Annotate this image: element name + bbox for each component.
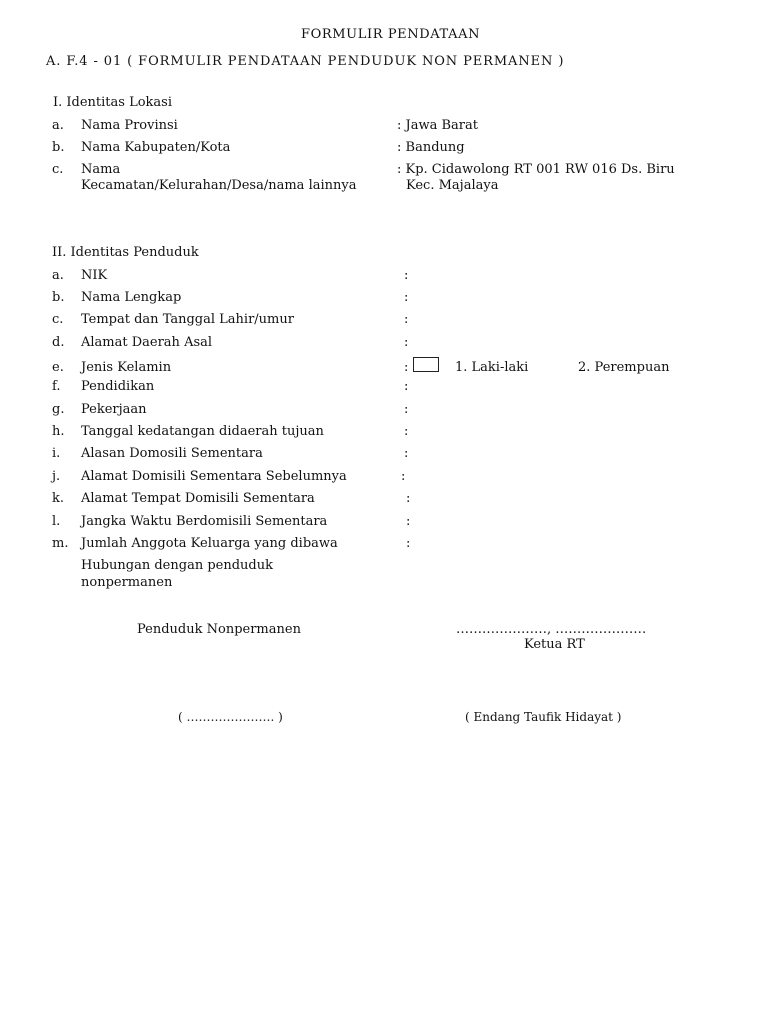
field-colon: : <box>406 514 411 529</box>
field-label: Jumlah Anggota Keluarga yang dibawa <box>81 536 338 551</box>
field-label: Alamat Domisili Sementara Sebelumnya <box>81 469 347 484</box>
field-colon: : <box>404 424 409 439</box>
row-letter: h. <box>52 424 65 439</box>
signature-right-title: Ketua RT <box>524 637 585 652</box>
row-letter: l. <box>52 514 61 529</box>
field-value-line2: Kec. Majalaya <box>406 178 499 193</box>
field-label: Pendidikan <box>81 379 155 394</box>
row-letter: c. <box>52 162 64 177</box>
field-value: : Bandung <box>397 140 465 155</box>
document-title: FORMULIR PENDATAAN <box>301 27 481 42</box>
row-letter: a. <box>52 118 64 133</box>
gender-option-female: 2. Perempuan <box>578 360 670 375</box>
field-colon: : <box>404 312 409 327</box>
field-colon: : <box>401 469 406 484</box>
field-label: Alamat Tempat Domisili Sementara <box>81 491 315 506</box>
signature-right-name: ( Endang Taufik Hidayat ) <box>465 710 622 724</box>
field-colon: : <box>404 268 409 283</box>
section-2-heading: II. Identitas Penduduk <box>52 245 199 260</box>
relation-label-line2: nonpermanen <box>81 575 173 590</box>
field-label: Alasan Domosili Sementara <box>81 446 263 461</box>
row-letter: d. <box>52 335 65 350</box>
field-label: Pekerjaan <box>81 402 147 417</box>
field-label: Jenis Kelamin <box>81 360 172 375</box>
row-letter: c. <box>52 312 64 327</box>
signature-left-name: ( …………………. ) <box>178 710 283 724</box>
field-label: Alamat Daerah Asal <box>81 335 213 350</box>
gender-checkbox[interactable] <box>413 357 439 372</box>
field-label-line2: Kecamatan/Kelurahan/Desa/nama lainnya <box>81 178 357 193</box>
signature-date-line: …………………, ………………… <box>456 622 647 637</box>
gender-option-male: 1. Laki-laki <box>455 360 529 375</box>
row-letter: a. <box>52 268 64 283</box>
field-label: Nama Lengkap <box>81 290 182 305</box>
field-value: : Jawa Barat <box>397 118 478 133</box>
section-1-heading: I. Identitas Lokasi <box>53 95 172 110</box>
field-label: Nama Kabupaten/Kota <box>81 140 231 155</box>
row-letter: b. <box>52 140 65 155</box>
row-letter: b. <box>52 290 65 305</box>
field-colon: : <box>404 446 409 461</box>
form-code-line: A. F.4 - 01 ( FORMULIR PENDATAAN PENDUDUK NON PERMANEN ) <box>46 54 565 69</box>
row-letter: k. <box>52 491 65 506</box>
row-letter: j. <box>52 469 61 484</box>
field-label: Nama <box>81 162 121 177</box>
row-letter: m. <box>52 536 69 551</box>
field-label: Nama Provinsi <box>81 118 178 133</box>
row-letter: i. <box>52 446 61 461</box>
signature-left-title: Penduduk Nonpermanen <box>137 622 301 637</box>
field-label: NIK <box>81 268 108 283</box>
field-colon: : <box>404 335 409 350</box>
field-colon: : <box>406 536 411 551</box>
field-label: Tempat dan Tanggal Lahir/umur <box>81 312 294 327</box>
row-letter: e. <box>52 360 64 375</box>
row-letter: f. <box>52 379 61 394</box>
field-colon: : <box>404 402 409 417</box>
relation-label: Hubungan dengan penduduk <box>81 558 273 573</box>
field-label: Tanggal kedatangan didaerah tujuan <box>81 424 324 439</box>
field-value: : Kp. Cidawolong RT 001 RW 016 Ds. Biru <box>397 162 675 177</box>
field-label: Jangka Waktu Berdomisili Sementara <box>81 514 328 529</box>
field-colon: : <box>404 379 409 394</box>
field-colon: : <box>404 360 409 375</box>
field-colon: : <box>404 290 409 305</box>
field-colon: : <box>406 491 411 506</box>
row-letter: g. <box>52 402 65 417</box>
